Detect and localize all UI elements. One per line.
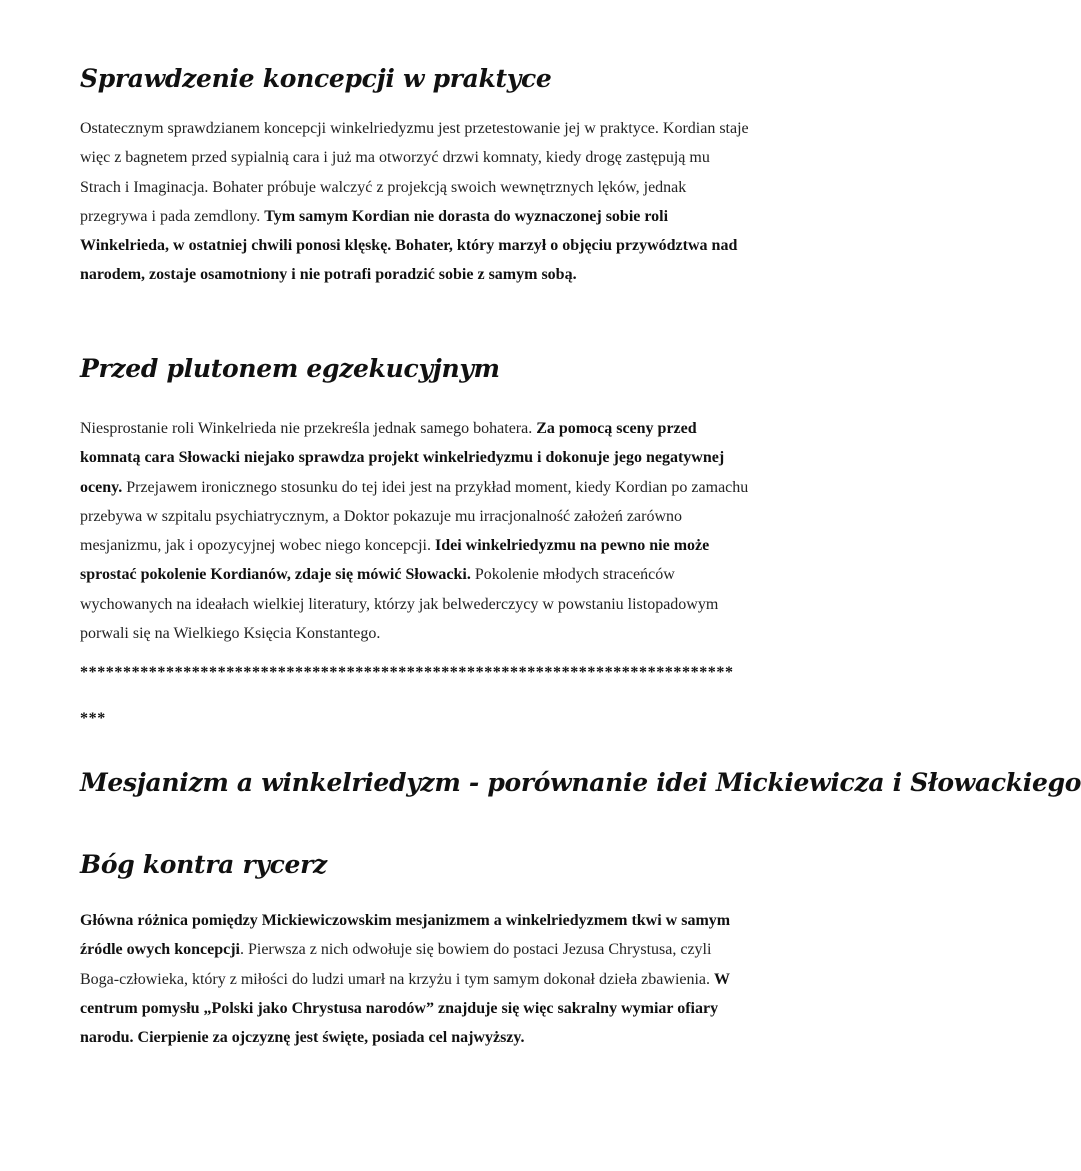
heading-przed-plutonem: Przed plutonem egzekucyjnym <box>80 354 500 383</box>
heading-bog-kontra-rycerz: Bóg kontra rycerz <box>80 850 327 879</box>
heading-mesjanizm: Mesjanizm a winkelriedyzm - porównanie idei Mickiewicza i Słowackiego <box>80 768 1081 797</box>
paragraph-przed-plutonem <box>80 414 752 648</box>
paragraph-text: Ostatecznym sprawdzianem koncepcji winkelriedyzmu jest przetestowanie jej w praktyce. Kordian staje więc z bagnetem przed sypialnią cara i już ma otworzyć drzwi komnaty, kiedy drogę zastępują mu Strach i Imaginacja. Bohater próbuje walczyć z projekcją swoich wewnętrznych lęków, jednak przegrywa i pada zemdlony. <box>80 120 749 225</box>
paragraph-text: . Pierwsza z nich odwołuje się bowiem do postaci Jezusa Chrystusa, czyli Boga-człowieka, który z miłości do ludzi umarł na krzyżu i tym samym dokonał dzieła zbawienia. <box>80 941 715 988</box>
paragraph-bold-text: Główna różnica pomiędzy Mickiewiczowskim mesjanizmem a winkelriedyzmem tkwi w samym źródle owych koncepcji <box>80 912 731 959</box>
paragraph-bold-text: Za pomocą sceny przed komnatą cara Słowacki niejako sprawdza projekt winkelriedyzmu i dokonuje jego negatywnej oceny. <box>80 420 725 496</box>
paragraph-text: Przejawem ironicznego stosunku do tej idei jest na przykład moment, kiedy Kordian po zamachu przebywa w szpitalu psychiatrycznym, a Doktor pokazuje mu irracjonalność założeń zarówno mesjanizmu, jak i opozycyjnej wobec niego koncepcji. <box>80 478 749 555</box>
paragraph-bold-text: W centrum pomysłu „Polski jako Chrystusa narodów” znajduje się więc sakralny wymiar ofiary narodu. Cierpienie za ojczyznę jest święte, posiada cel najwyższy. <box>80 970 730 1047</box>
heading-sprawdzenie: Sprawdzenie koncepcji w praktyce <box>80 64 552 93</box>
separator-stars-short: *** <box>80 710 106 727</box>
paragraph-bog-kontra-rycerz <box>80 906 752 1052</box>
paragraph-text: Pokolenie młodych straceńców wychowanych na ideałach wielkiej literatury, którzy jak belwederczycy w powstaniu listopadowym porwali się na Wielkiego Księcia Konstantego. <box>80 566 719 643</box>
paragraph-text: Niesprostanie roli Winkelrieda nie przekreśla jednak samego bohatera. <box>80 420 537 437</box>
paragraph-sprawdzenie <box>80 114 752 290</box>
paragraph-bold-text: Idei winkelriedyzmu na pewno nie może sprostać pokolenie Kordianów, zdaje się mówić Słowacki. <box>80 537 710 584</box>
separator-stars-line: **************************************************************************** <box>80 664 734 681</box>
paragraph-bold-text: Tym samym Kordian nie dorasta do wyznaczonej sobie roli Winkelrieda, w ostatniej chwili ponosi klęskę. Bohater, który marzył o objęciu przywództwa nad narodem, zostaje osamotniony i nie potrafi poradzić sobie z samym sobą. <box>80 207 738 284</box>
